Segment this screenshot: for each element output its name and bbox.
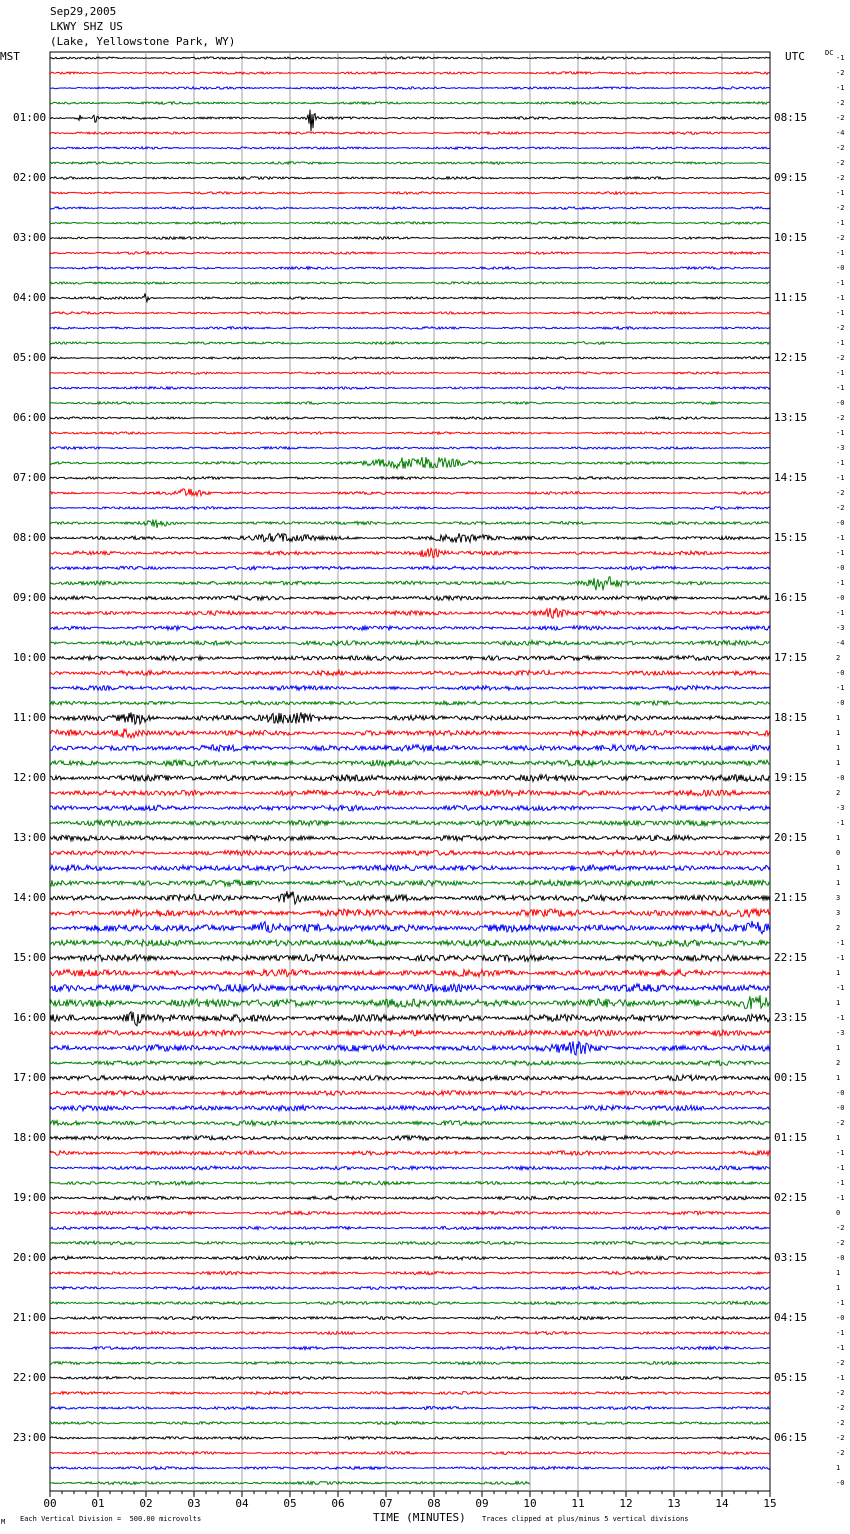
dc-offset-value: -3 <box>836 624 845 632</box>
trace-14 <box>50 252 770 255</box>
dc-offset-value: -1 <box>836 1329 845 1337</box>
dc-offset-value: -2 <box>836 354 845 362</box>
trace-88 <box>50 1362 770 1365</box>
trace-17 <box>50 293 770 301</box>
clip-note: Traces clipped at plus/minus 5 vertical divisions <box>482 1515 689 1523</box>
dc-offset-value: -1 <box>836 429 845 437</box>
dc-offset-value: -2 <box>836 504 845 512</box>
dc-offset-value: 1 <box>836 729 841 737</box>
dc-offset-value: -1 <box>836 1299 845 1307</box>
right-hour-label: 03:15 <box>774 1251 808 1264</box>
dc-offset-value: -0 <box>836 264 845 272</box>
trace-12 <box>50 222 770 224</box>
trace-83 <box>50 1286 770 1289</box>
dc-offset-value: -1 <box>836 369 845 377</box>
dc-offset-value: 1 <box>836 1074 841 1082</box>
x-tick-label: 11 <box>571 1497 585 1510</box>
dc-offset-value: 1 <box>836 1269 841 1277</box>
trace-21 <box>50 357 770 360</box>
dc-offset-value: -1 <box>836 534 845 542</box>
dc-offset-value: -1 <box>836 279 845 287</box>
trace-68 <box>50 1061 770 1066</box>
trace-46 <box>50 729 770 738</box>
trace-45 <box>50 712 770 724</box>
trace-64 <box>50 995 770 1009</box>
right-hour-label: 14:15 <box>774 471 808 484</box>
dc-offset-value: -2 <box>836 114 845 122</box>
right-hour-label: 13:15 <box>774 411 808 424</box>
dc-offset-value: -1 <box>836 954 845 962</box>
seismic-traces <box>50 57 770 1485</box>
dc-offset-value: -0 <box>836 564 845 572</box>
trace-87 <box>50 1346 770 1349</box>
dc-offset-value: -1 <box>836 1344 845 1352</box>
trace-42 <box>50 671 770 676</box>
x-tick-label: 12 <box>619 1497 633 1510</box>
trace-91 <box>50 1406 770 1409</box>
dc-offset-value: -1 <box>836 819 845 827</box>
dc-offset-value: -4 <box>836 639 845 647</box>
trace-10 <box>50 192 770 195</box>
trace-60 <box>50 940 770 947</box>
dc-offset-value: -1 <box>836 459 845 467</box>
trace-5 <box>50 110 770 132</box>
trace-44 <box>50 701 770 705</box>
dc-offset-value: -2 <box>836 1434 845 1442</box>
trace-30 <box>50 489 770 496</box>
dc-offset-value: -2 <box>836 1389 845 1397</box>
left-hour-label: 07:00 <box>13 471 47 484</box>
trace-33 <box>50 533 770 542</box>
trace-77 <box>50 1196 770 1200</box>
trace-50 <box>50 790 770 796</box>
dc-offset-value: -0 <box>836 669 845 677</box>
dc-offset-value: 1 <box>836 864 841 872</box>
dc-offset-value: -0 <box>836 699 845 707</box>
dc-offset-value: 2 <box>836 1059 841 1067</box>
dc-offset-value: -3 <box>836 804 845 812</box>
right-hour-label: 23:15 <box>774 1011 808 1024</box>
trace-76 <box>50 1181 770 1185</box>
trace-13 <box>50 237 770 240</box>
right-hour-label: 00:15 <box>774 1071 808 1084</box>
trace-40 <box>50 640 770 645</box>
trace-43 <box>50 686 770 691</box>
trace-74 <box>50 1151 770 1155</box>
dc-offset-value: -1 <box>836 1014 845 1022</box>
dc-offset-value: -1 <box>836 309 845 317</box>
dc-offset-value: -1 <box>836 249 845 257</box>
dc-offset-value: -0 <box>836 774 845 782</box>
time-axis <box>43 1491 776 1510</box>
dc-offset-value: 1 <box>836 879 841 887</box>
x-tick-label: 04 <box>235 1497 249 1510</box>
dc-offset-value: -2 <box>836 99 845 107</box>
trace-72 <box>50 1120 770 1125</box>
trace-55 <box>50 865 770 871</box>
dc-offset-value: 3 <box>836 909 841 917</box>
trace-84 <box>50 1301 770 1304</box>
dc-offset-value: -0 <box>836 1314 845 1322</box>
dc-offset-value: -1 <box>836 1374 845 1382</box>
trace-25 <box>50 417 770 420</box>
dc-offset-value: -1 <box>836 339 845 347</box>
dc-offset-value: 0 <box>836 1209 841 1217</box>
dc-offset-value: -0 <box>836 399 845 407</box>
trace-92 <box>50 1422 770 1425</box>
trace-27 <box>50 447 770 449</box>
trace-89 <box>50 1377 770 1380</box>
trace-26 <box>50 432 770 434</box>
trace-52 <box>50 820 770 826</box>
right-hour-label: 16:15 <box>774 591 808 604</box>
right-hour-label: 11:15 <box>774 291 808 304</box>
dc-offset-value: -3 <box>836 1029 845 1037</box>
left-hour-label: 01:00 <box>13 111 47 124</box>
dc-offset-value: -1 <box>836 294 845 302</box>
dc-offset-value: 1 <box>836 714 841 722</box>
left-hour-label: 13:00 <box>13 831 47 844</box>
dc-offset-value: -0 <box>836 594 845 602</box>
dc-offset-value: -3 <box>836 444 845 452</box>
dc-offset-value: -0 <box>836 519 845 527</box>
trace-78 <box>50 1211 770 1215</box>
x-axis-title: TIME (MINUTES) <box>373 1511 466 1524</box>
left-hour-label: 22:00 <box>13 1371 47 1384</box>
right-hour-label: 21:15 <box>774 891 808 904</box>
trace-70 <box>50 1091 770 1096</box>
trace-58 <box>50 909 770 917</box>
trace-15 <box>50 267 770 270</box>
x-tick-label: 05 <box>283 1497 297 1510</box>
right-hour-label: 02:15 <box>774 1191 808 1204</box>
trace-90 <box>50 1392 770 1395</box>
trace-18 <box>50 312 770 315</box>
dc-offset-value: -2 <box>836 1449 845 1457</box>
trace-20 <box>50 342 770 345</box>
trace-66 <box>50 1030 770 1036</box>
dc-offset-value: -1 <box>836 189 845 197</box>
dc-offset-value: -1 <box>836 384 845 392</box>
trace-56 <box>50 880 770 886</box>
corner-mark: M <box>1 1518 6 1526</box>
dc-offset-value: -2 <box>836 144 845 152</box>
trace-23 <box>50 387 770 390</box>
dc-offset-value: 1 <box>836 999 841 1007</box>
left-hour-label: 08:00 <box>13 531 47 544</box>
trace-16 <box>50 282 770 284</box>
trace-48 <box>50 760 770 766</box>
dc-offset-value: -1 <box>836 54 845 62</box>
right-hour-label: 15:15 <box>774 531 808 544</box>
station-code: LKWY SHZ US <box>50 20 123 33</box>
dc-offset-value: 1 <box>836 1284 841 1292</box>
x-tick-label: 02 <box>139 1497 153 1510</box>
left-hour-label: 21:00 <box>13 1311 47 1324</box>
x-tick-label: 09 <box>475 1497 489 1510</box>
dc-offset-value: 1 <box>836 744 841 752</box>
x-tick-label: 15 <box>763 1497 777 1510</box>
right-hour-label: 19:15 <box>774 771 808 784</box>
right-hour-label: 08:15 <box>774 111 808 124</box>
left-hour-label: 14:00 <box>13 891 47 904</box>
dc-offset-value: -0 <box>836 1089 845 1097</box>
dc-offset-value: -1 <box>836 84 845 92</box>
trace-62 <box>50 969 770 976</box>
left-hour-label: 19:00 <box>13 1191 47 1204</box>
trace-3 <box>50 87 770 90</box>
dc-offset-value: -1 <box>836 474 845 482</box>
trace-36 <box>50 577 770 591</box>
x-tick-label: 08 <box>427 1497 441 1510</box>
trace-65 <box>50 1012 770 1026</box>
trace-2 <box>50 72 770 75</box>
left-hour-label: 09:00 <box>13 591 47 604</box>
right-hour-label: 10:15 <box>774 231 808 244</box>
left-hour-label: 23:00 <box>13 1431 47 1444</box>
left-hour-label: 12:00 <box>13 771 47 784</box>
dc-offset-value: -2 <box>836 1239 845 1247</box>
right-hour-label: 20:15 <box>774 831 808 844</box>
trace-80 <box>50 1241 770 1245</box>
trace-4 <box>50 102 770 105</box>
dc-offset-value: -2 <box>836 69 845 77</box>
dc-offset-value: 0 <box>836 849 841 857</box>
trace-53 <box>50 835 770 841</box>
trace-69 <box>50 1075 770 1081</box>
left-hour-label: 15:00 <box>13 951 47 964</box>
trace-32 <box>50 520 770 528</box>
right-hour-label: 18:15 <box>774 711 808 724</box>
x-tick-label: 14 <box>715 1497 729 1510</box>
x-tick-label: 03 <box>187 1497 201 1510</box>
dc-offset-value: 1 <box>836 969 841 977</box>
dc-offset-value: -1 <box>836 219 845 227</box>
trace-82 <box>50 1271 770 1274</box>
dc-offset-value: -2 <box>836 159 845 167</box>
right-hour-label: 04:15 <box>774 1311 808 1324</box>
left-hour-label: 17:00 <box>13 1071 47 1084</box>
x-tick-label: 13 <box>667 1497 681 1510</box>
right-hour-label: 05:15 <box>774 1371 808 1384</box>
dc-offset-value: -1 <box>836 579 845 587</box>
trace-85 <box>50 1317 770 1320</box>
dc-offset-value: -1 <box>836 684 845 692</box>
trace-34 <box>50 548 770 557</box>
trace-24 <box>50 402 770 405</box>
left-hour-label: 10:00 <box>13 651 47 664</box>
dc-offset-value: 1 <box>836 1134 841 1142</box>
trace-81 <box>50 1256 770 1260</box>
dc-offset-value: 3 <box>836 894 841 902</box>
trace-7 <box>50 147 770 149</box>
left-hour-label: 20:00 <box>13 1251 47 1264</box>
trace-39 <box>50 626 770 630</box>
right-hour-label: 09:15 <box>774 171 808 184</box>
x-tick-label: 10 <box>523 1497 537 1510</box>
right-hour-label: 12:15 <box>774 351 808 364</box>
dc-offset-value: -1 <box>836 939 845 947</box>
dc-offset-value: -0 <box>836 1479 845 1487</box>
trace-94 <box>50 1452 770 1455</box>
dc-offset-value: -2 <box>836 1359 845 1367</box>
trace-95 <box>50 1467 770 1470</box>
trace-1 <box>50 57 770 60</box>
trace-6 <box>50 132 770 135</box>
left-timezone-label: MST <box>0 50 20 63</box>
dc-offset-value: -2 <box>836 204 845 212</box>
dc-offset-value: -0 <box>836 1104 845 1112</box>
trace-63 <box>50 984 770 993</box>
dc-offset-value: -1 <box>836 1179 845 1187</box>
dc-offset-value: 2 <box>836 924 841 932</box>
trace-35 <box>50 566 770 570</box>
dc-offset-value: -0 <box>836 1254 845 1262</box>
right-hour-label: 06:15 <box>774 1431 808 1444</box>
right-hour-label: 22:15 <box>774 951 808 964</box>
trace-47 <box>50 745 770 752</box>
plot-date: Sep29,2005 <box>50 5 117 18</box>
trace-29 <box>50 477 770 480</box>
trace-59 <box>50 921 770 934</box>
right-timezone-label: UTC <box>785 50 805 63</box>
trace-79 <box>50 1227 770 1230</box>
dc-offset-value: -1 <box>836 609 845 617</box>
trace-41 <box>50 656 770 661</box>
x-tick-label: 06 <box>331 1497 345 1510</box>
x-tick-label: 00 <box>43 1497 57 1510</box>
trace-38 <box>50 608 770 618</box>
dc-offset-value: 1 <box>836 1464 841 1472</box>
dc-offset-header: DC <box>825 49 834 57</box>
left-hour-label: 04:00 <box>13 291 47 304</box>
left-hour-label: 02:00 <box>13 171 47 184</box>
trace-54 <box>50 850 770 855</box>
left-hour-label: 03:00 <box>13 231 47 244</box>
trace-73 <box>50 1136 770 1141</box>
dc-offset-value: -2 <box>836 1404 845 1412</box>
right-hour-label: 01:15 <box>774 1131 808 1144</box>
trace-11 <box>50 207 770 209</box>
dc-offset-value: -1 <box>836 1164 845 1172</box>
trace-61 <box>50 955 770 962</box>
trace-67 <box>50 1041 770 1055</box>
dc-offset-value: -1 <box>836 549 845 557</box>
trace-8 <box>50 162 770 165</box>
trace-37 <box>50 596 770 600</box>
trace-51 <box>50 805 770 811</box>
dc-offset-value: 1 <box>836 759 841 767</box>
dc-offset-value: 2 <box>836 789 841 797</box>
dc-offset-value: -2 <box>836 234 845 242</box>
trace-57 <box>50 891 770 904</box>
dc-offset-value: 1 <box>836 834 841 842</box>
dc-offset-value: -2 <box>836 324 845 332</box>
trace-49 <box>50 775 770 782</box>
dc-offset-value: -2 <box>836 1224 845 1232</box>
dc-offset-value: 1 <box>836 1044 841 1052</box>
trace-28 <box>50 457 770 469</box>
dc-offset-value: -2 <box>836 489 845 497</box>
trace-31 <box>50 507 770 510</box>
trace-22 <box>50 372 770 374</box>
left-hour-label: 06:00 <box>13 411 47 424</box>
trace-93 <box>50 1436 770 1439</box>
right-hour-label: 17:15 <box>774 651 808 664</box>
left-hour-label: 11:00 <box>13 711 47 724</box>
x-tick-label: 01 <box>91 1497 105 1510</box>
dc-offset-value: -2 <box>836 1419 845 1427</box>
dc-offset-value: -2 <box>836 414 845 422</box>
left-hour-label: 16:00 <box>13 1011 47 1024</box>
dc-offset-value: 2 <box>836 654 841 662</box>
left-hour-label: 18:00 <box>13 1131 47 1144</box>
dc-offset-value: -2 <box>836 1119 845 1127</box>
station-location: (Lake, Yellowstone Park, WY) <box>50 35 236 48</box>
dc-offset-value: -1 <box>836 1149 845 1157</box>
trace-19 <box>50 327 770 330</box>
trace-9 <box>50 177 770 180</box>
dc-offset-value: -2 <box>836 174 845 182</box>
vertical-division-note: Each Vertical Division = 500.00 microvolts <box>20 1515 202 1523</box>
trace-86 <box>50 1332 770 1335</box>
x-tick-label: 07 <box>379 1497 393 1510</box>
trace-75 <box>50 1166 770 1170</box>
dc-offset-value: -4 <box>836 129 845 137</box>
dc-offset-value: -1 <box>836 1194 845 1202</box>
dc-offset-value: -1 <box>836 984 845 992</box>
left-hour-label: 05:00 <box>13 351 47 364</box>
trace-71 <box>50 1105 770 1110</box>
